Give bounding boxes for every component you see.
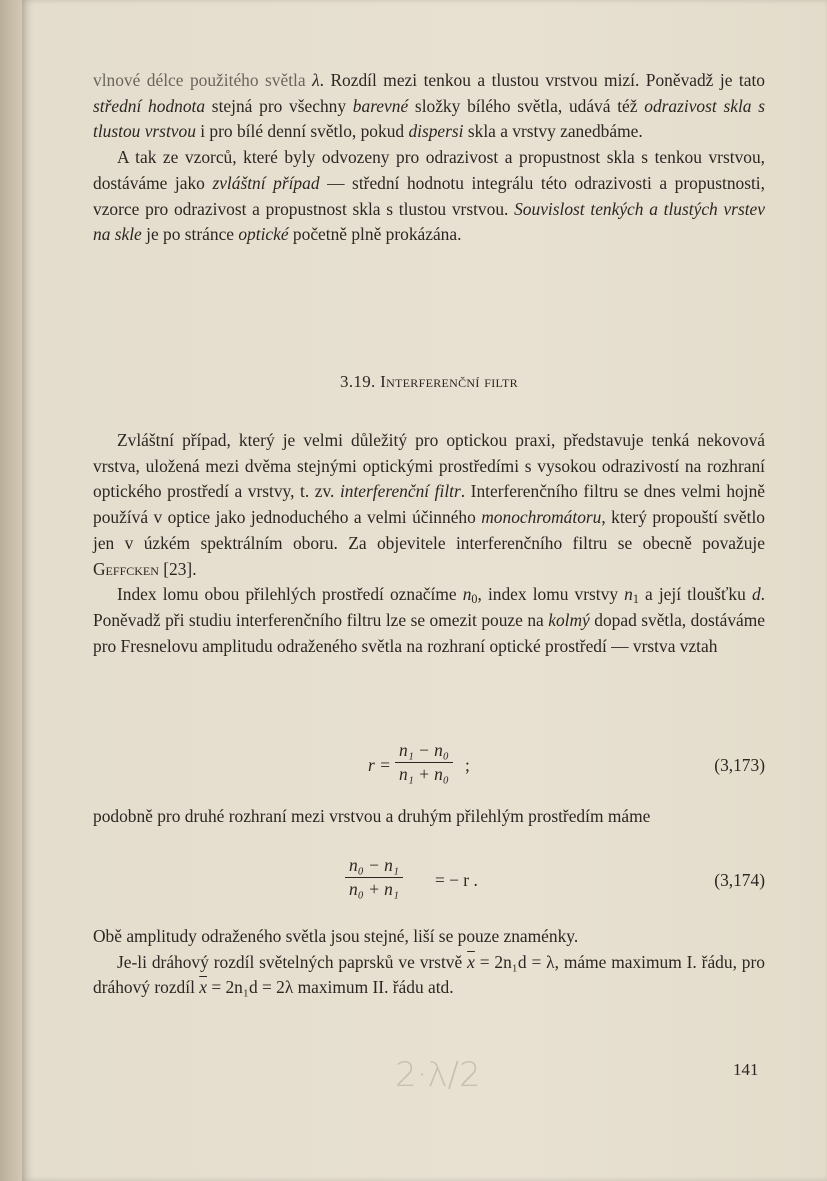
fraction-numerator: n₀ − n₁ [349,855,399,875]
fraction-bar [395,762,453,763]
paragraph-thin-thick-layers: A tak ze vzorců, které byly odvozeny pro odrazivost a propustnost skla s tenkou vrstvou, dostáváme jako zvláštní případ — střední hodnotu integrálu této odrazivosti a propustnosti, vzorce pro odrazivost a propustnost skla s tlustou vrstvou. Souvislost tenkých a tlustých vrstev na skle je po stránce optické početně plně prokázána. [93,147,765,245]
section-heading [93,372,765,392]
equation-3-174 [93,855,765,915]
paragraph-interference-filter: Zvláštní případ, který je velmi důležitý pro optickou praxi, představuje tenká nekovová vrstva, uložená mezi dvěma stejnými optickými prostředími s vysokou odrazivostí na rozhraní optického prostředí a vrstvy, t. zv. interferenční filtr. Interferenčního filtru se dnes velmi hojně používá v optice jako jednoduchého a velmi účinného monochromátoru, který propouští světlo jen v úzkém spektrálním oboru. Za objevitele interferenčního filtru se obecně považuje Geffcken [23]. [93,430,765,579]
section-number: 3.19. [340,372,376,391]
fraction [345,855,403,900]
fraction-denominator: n₀ + n₁ [349,879,399,899]
equation-label: (3,174) [714,870,765,890]
top-text-block [93,68,765,248]
pencil-annotation: 2·λ/2 [395,1055,481,1095]
between-equations-text [93,804,765,830]
equation-label: (3,173) [714,755,765,775]
paragraph-refractive-index: Index lomu obou přilehlých prostředí označíme $n_0$, index lomu vrstvy $n_1$ a její tloušťku d. Poněvadž při studiu interferenčního filtru lze se omezit pouze na kolmý dopad světla, dostáváme pro Fresnelovu amplitudu odraženého světla na rozhraní optické prostředí — vrstva vztah [93,584,765,656]
equation-tail: ; [465,755,470,775]
bottom-text-block [93,924,765,1001]
paragraph-continuation: vlnové délce použitého světla λ. Rozdíl mezi tenkou a tlustou vrstvou mizí. Poněvadž je tato střední hodnota stejná pro všechny barevné složky bílého světla, udává též odrazivost skla s tlustou vrstvou i pro bílé denní světlo, pokud dispersi skla a vrstvy zanedbáme. [93,70,765,142]
fraction-bar [345,877,403,878]
section-title: Interferenční filtr [380,372,518,391]
equation-rhs: = − r . [435,870,478,890]
paragraph-second-interface: podobně pro druhé rozhraní mezi vrstvou a druhým přilehlým prostředím máme [93,806,651,826]
author-name: Geffcken [93,558,159,579]
paragraph-path-difference: Je-li dráhový rozdíl světelných paprsků ve vrstvě $\overline{x} = 2n_1d = \lambda$, máme maximum I. řádu, pro dráhový rozdíl $\overline{x} = 2n_1d = 2\lambda$ maximum II. řádu atd. [93,951,765,998]
equation-3-173 [93,740,765,800]
page-number: 141 [733,1060,759,1079]
body-text-block [93,428,765,659]
paragraph-amplitudes: Obě amplitudy odraženého světla jsou stejné, liší se pouze znaménky. [93,926,579,946]
book-gutter [0,0,22,1181]
equation-lhs: r = [368,755,391,775]
fraction-denominator: n₁ + n₀ [399,764,449,784]
fraction [395,740,453,785]
fraction-numerator: n₁ − n₀ [399,740,449,760]
